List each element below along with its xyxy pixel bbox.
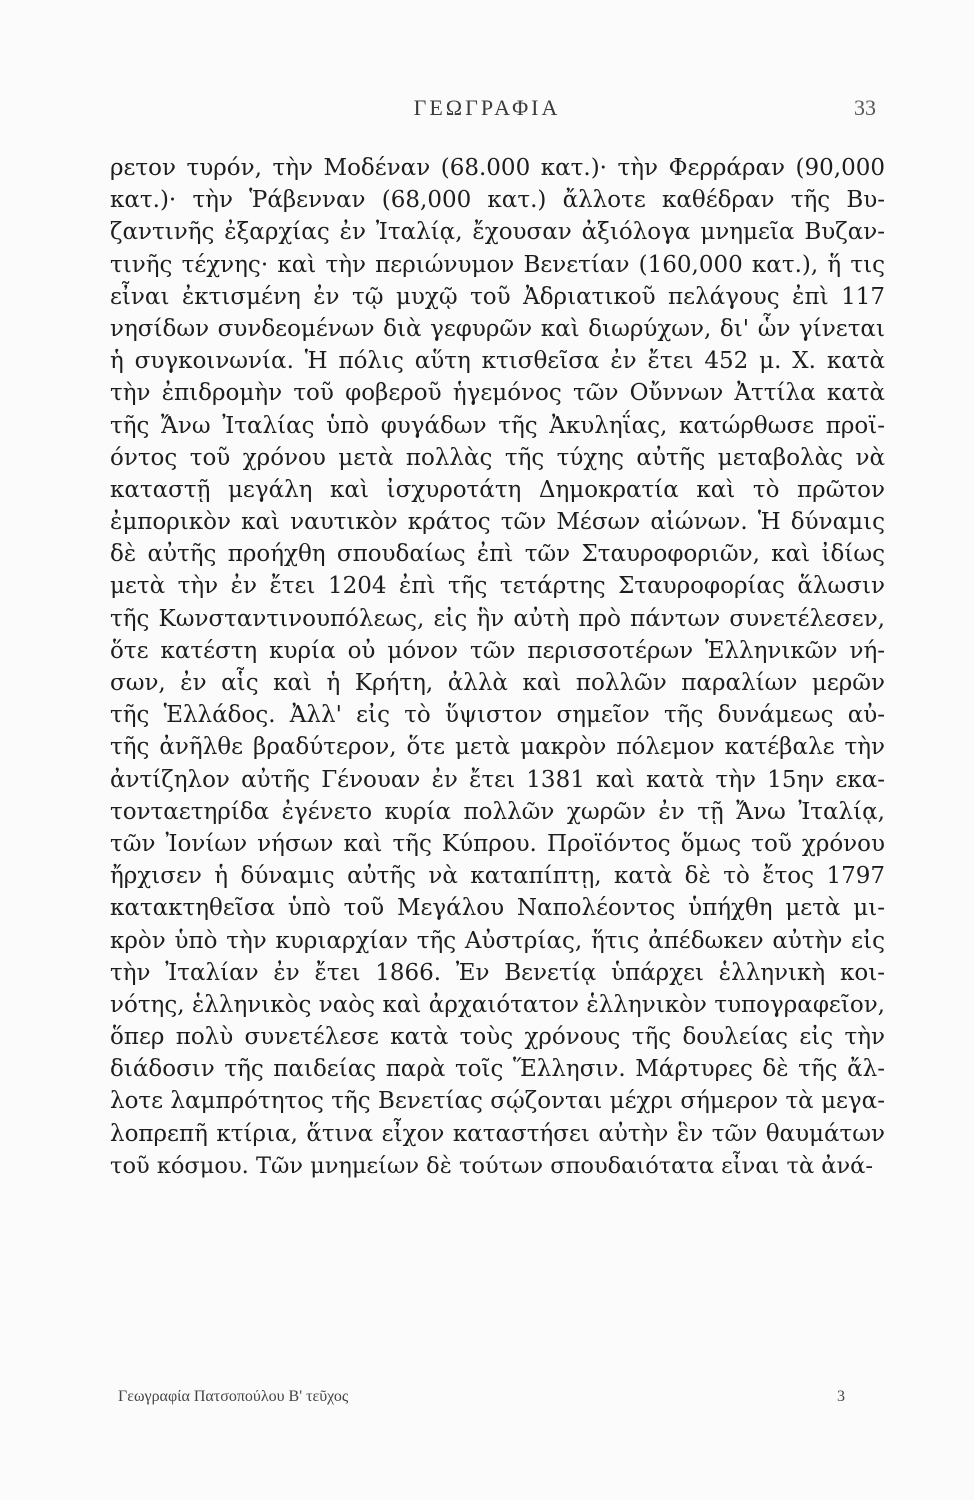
text-line: δὲ αὐτῆς προήχθη σπουδαίως ἐπὶ τῶν Σταυροφοριῶν, καὶ ἰδίως [110,541,885,568]
text-line: τὴν Ἰταλίαν ἐν ἔτει 1866. Ἐν Βενετίᾳ ὑπάρχει ἑλληνικὴ κοι- [110,959,885,986]
signature-number: 3 [837,1388,845,1405]
text-line: τῶν Ἰονίων νήσων καὶ τῆς Κύπρου. Προϊόντος ὅμως τοῦ χρόνου [110,830,885,857]
text-line: κατακτηθεῖσα ὑπὸ τοῦ Μεγάλου Ναπολέοντος ὑπήχθη μετὰ μι- [110,895,885,922]
body-text [110,152,885,1182]
text-line: εἶναι ἐκτισμένη ἐν τῷ μυχῷ τοῦ Ἀδριατικοῦ πελάγους ἐπὶ 117 [110,283,885,310]
text-line: τῆς ἀνῆλθε βραδύτερον, ὅτε μετὰ μακρὸν πόλεμον κατέβαλε τὴν [110,734,885,761]
text-line: μετὰ τὴν ἐν ἔτει 1204 ἐπὶ τῆς τετάρτης Σταυροφορίας ἅλωσιν [110,573,885,600]
text-line: τινῆς τέχνης· καὶ τὴν περιώνυμον Βενετίαν (160,000 κατ.), ἥ τις [110,251,885,278]
text-line: τῆς Ἑλλάδος. Ἀλλ' εἰς τὸ ὕψιστον σημεῖον τῆς δυνάμεως αὐ- [110,702,885,729]
page-number: 33 [854,95,876,120]
text-line: κατ.)· τὴν Ῥάβενναν (68,000 κατ.) ἄλλοτε καθέδραν τῆς Βυ- [110,187,885,214]
text-line: τῆς Κωνσταντινουπόλεως, εἰς ἣν αὐτὴ πρὸ πάντων συνετέλεσεν, [110,605,885,632]
page-header [0,95,974,135]
text-line: ρετον τυρόν, τὴν Μοδέναν (68.000 κατ.)· τὴν Φερράραν (90,000 [110,155,885,181]
text-line: σων, ἐν αἷς καὶ ἡ Κρήτη, ἀλλὰ καὶ πολλῶν παραλίων μερῶν [110,670,885,696]
text-line: ὅτε κατέστη κυρία οὐ μόνον τῶν περισσοτέρων Ἑλληνικῶν νή- [110,637,885,664]
text-line: ἐμπορικὸν καὶ ναυτικὸν κράτος τῶν Μέσων αἰώνων. Ἡ δύναμις [110,509,885,536]
text-line: ἤρχισεν ἡ δύναμις αὐτῆς νὰ καταπίπτῃ, κατὰ δὲ τὸ ἔτος 1797 [110,863,885,890]
running-head: ΓΕΩΓΡΑΦΙΑ [413,95,561,120]
text-line: νησίδων συνδεομένων διὰ γεφυρῶν καὶ διωρύχων, δι' ὧν γίνεται [110,315,885,342]
text-line: ζαντινῆς ἐξαρχίας ἐν Ἰταλίᾳ, ἔχουσαν ἀξιόλογα μνημεῖα Βυζαν- [110,219,885,246]
text-line: λοπρεπῆ κτίρια, ἅτινα εἶχον καταστήσει αὐτὴν ἓν τῶν θαυμάτων [110,1120,885,1147]
signature-title: Γεωγραφία Πατσοπούλου Β' τεῦχος [118,1388,349,1405]
text-line: νότης, ἑλληνικὸς ναὸς καὶ ἀρχαιότατον ἑλληνικὸν τυπογραφεῖον, [110,991,885,1018]
text-line: τὴν ἐπιδρομὴν τοῦ φοβεροῦ ἡγεμόνος τῶν Οὔννων Ἀττίλα κατὰ [110,380,885,407]
text-line: διάδοσιν τῆς παιδείας παρὰ τοῖς Ἕλλησιν. Μάρτυρες δὲ τῆς ἄλ- [110,1056,885,1083]
text-line: τονταετηρίδα ἐγένετο κυρία πολλῶν χωρῶν ἐν τῇ Ἄνω Ἰταλίᾳ, [110,798,885,825]
text-line: ἀντίζηλον αὐτῆς Γένουαν ἐν ἔτει 1381 καὶ κατὰ τὴν 15ην εκα- [110,766,885,793]
text-line: όντος τοῦ χρόνου μετὰ πολλὰς τῆς τύχης αὐτῆς μεταβολὰς νὰ [110,444,885,471]
text-line: ὅπερ πολὺ συνετέλεσε κατὰ τοὺς χρόνους τῆς δουλείας εἰς τὴν [110,1024,885,1051]
page-footer [118,1388,845,1418]
text-line: τῆς Ἄνω Ἰταλίας ὑπὸ φυγάδων τῆς Ἀκυληΐας, κατώρθωσε προϊ- [110,412,885,439]
text-line: καταστῇ μεγάλη καὶ ἰσχυροτάτη Δημοκρατία καὶ τὸ πρῶτον [110,476,885,503]
text-line: κρὸν ὑπὸ τὴν κυριαρχίαν τῆς Αὐστρίας, ἥτις ἀπέδωκεν αὐτὴν εἰς [110,927,885,954]
text-line: ἡ συγκοινωνία. Ἡ πόλις αὕτη κτισθεῖσα ἐν ἔτει 452 μ. Χ. κατὰ [110,348,885,375]
text-line: τοῦ κόσμου. Τῶν μνημείων δὲ τούτων σπουδαιότατα εἶναι τὰ ἀνά- [110,1152,873,1179]
text-line: λοτε λαμπρότητος τῆς Βενετίας σῴζονται μέχρι σήμερον τὰ μεγα- [110,1088,885,1115]
